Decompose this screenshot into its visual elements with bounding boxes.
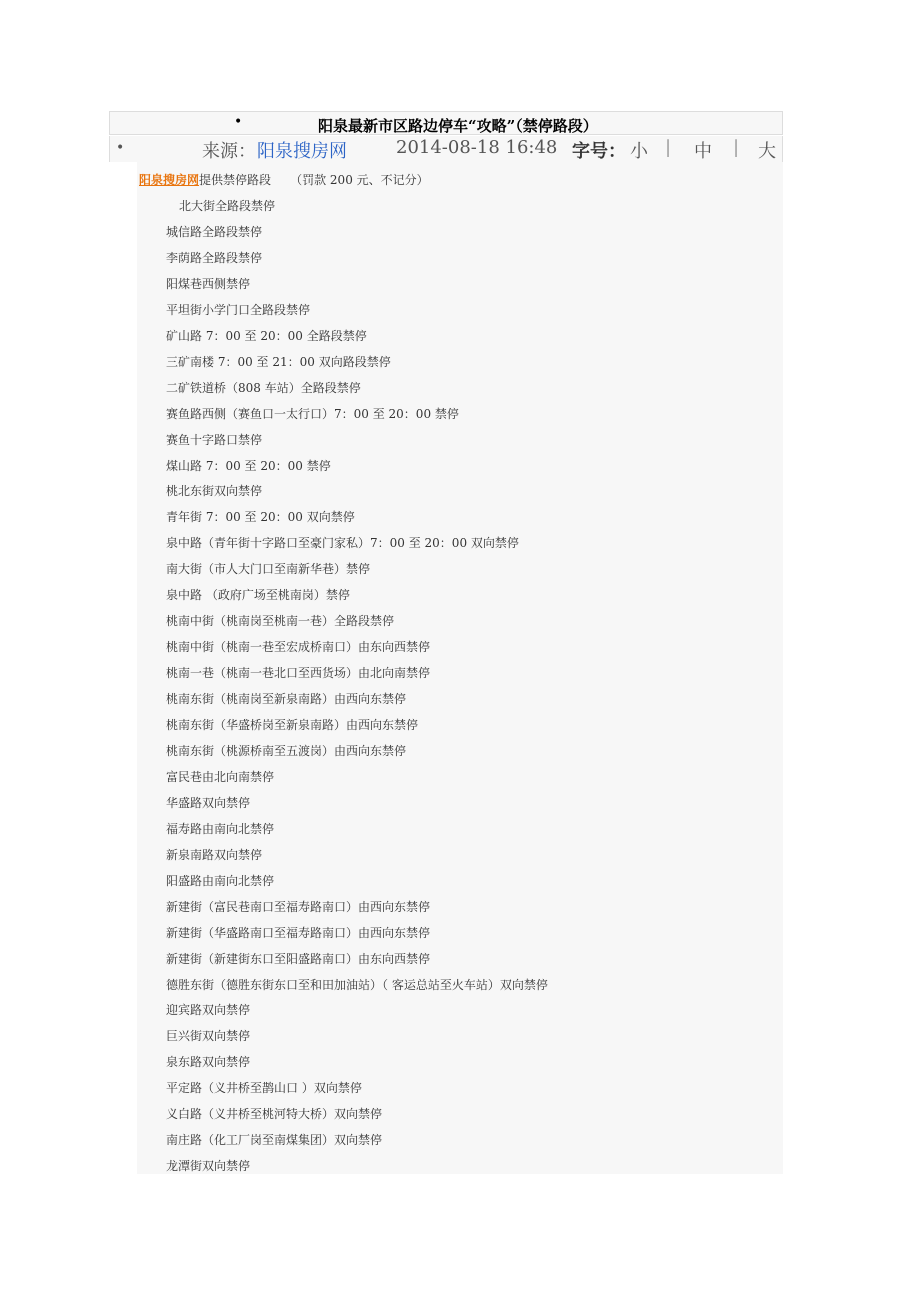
list-item: 迎宾路双向禁停 [166,1003,251,1018]
list-item: 桃北东街双向禁停 [166,484,263,499]
list-item: 泉东路双向禁停 [166,1055,251,1070]
intro-note: （罚款 200 元、不记分） [290,173,429,187]
list-item: 桃南中街（桃南岗至桃南一巷）全路段禁停 [166,614,395,629]
list-item: 泉中路 （政府广场至桃南岗）禁停 [166,588,350,603]
list-item: 新建街（新建街东口至阳盛路南口）由东向西禁停 [166,951,431,966]
list-item: 福寿路由南向北禁停 [166,821,275,836]
list-item: 北大街全路段禁停 [179,199,276,213]
publish-datetime: 2014-08-18 16:48 [396,137,558,158]
list-item: 巨兴街双向禁停 [166,1029,251,1044]
font-size-label: 字号： [572,141,626,162]
font-size-small-button[interactable]: 小 [630,141,648,162]
list-item: 桃南东街（桃南岗至新泉南路）由西向东禁停 [166,692,407,706]
bullet-icon: • [116,140,125,156]
list-item: 桃南东街（华盛桥岗至新泉南路）由西向东禁停 [166,718,419,732]
list-item: 义白路（义井桥至桃河特大桥）双向禁停 [166,1107,383,1122]
separator: | [665,137,672,158]
list-item: 龙潭街双向禁停 [166,1159,251,1174]
list-item: 泉中路（青年街十字路口至豪门家私）7：00 至 20：00 双向禁停 [166,536,519,551]
list-item: 桃南中街（桃南一巷至宏成桥南口）由东向西禁停 [166,640,431,655]
list-item: 李荫路全路段禁停 [166,250,263,265]
article-title-bar [109,111,783,135]
list-item: 阳煤巷西侧禁停 [166,276,251,291]
list-item: 平定路（义井桥至鹊山口 ）双向禁停 [166,1081,362,1096]
list-item: 新泉南路双向禁停 [166,847,263,862]
list-item: 桃南一巷（桃南一巷北口至西货场）由北向南禁停 [166,666,431,681]
list-item: 新建街（华盛路南口至福寿路南口）由西向东禁停 [166,925,431,940]
intro-line [139,171,429,188]
source-label: 来源： [202,141,256,162]
list-item: 桃南东街（桃源桥南至五渡岗）由西向东禁停 [166,743,407,758]
list-item: 德胜东街（德胜东街东口至和田加油站）（ 客运总站至火车站）双向禁停 [166,977,548,992]
site-link[interactable]: 阳泉搜房网 [139,173,200,187]
list-item: 矿山路 7：00 至 20：00 全路段禁停 [166,328,367,343]
article-title: 阳泉最新市区路边停车“攻略”（禁停路段） [318,117,598,135]
list-item: 新建街（富民巷南口至福寿路南口）由西向东禁停 [166,899,431,914]
list-item: 华盛路双向禁停 [166,795,251,810]
article-body [137,162,783,1174]
list-item: 三矿南楼 7：00 至 21：00 双向路段禁停 [166,354,391,369]
list-item: 南大街（市人大门口至南新华巷）禁停 [166,562,371,577]
list-item: 青年街 7：00 至 20：00 双向禁停 [166,510,355,525]
list-item: 二矿铁道桥（808 车站）全路段禁停 [166,380,361,395]
list-item: 城信路全路段禁停 [166,225,263,239]
font-size-medium-button[interactable]: 中 [694,141,712,162]
source-link[interactable]: 阳泉搜房网 [257,141,347,162]
list-item: 平坦街小学门口全路段禁停 [166,302,311,317]
intro-text: 提供禁停路段 [199,173,272,187]
list-item: 赛鱼十字路口禁停 [166,432,263,447]
list-item: 赛鱼路西侧（赛鱼口一太行口）7：00 至 20：00 禁停 [166,406,459,421]
list-item: 阳盛路由南向北禁停 [166,873,275,888]
list-item: 南庄路（化工厂岗至南煤集团）双向禁停 [166,1133,383,1148]
article-meta-bar [109,136,783,162]
separator: | [733,137,740,158]
list-item: 富民巷由北向南禁停 [166,769,275,784]
font-size-large-button[interactable]: 大 [758,141,776,162]
list-item: 煤山路 7：00 至 20：00 禁停 [166,458,331,473]
bullet-icon: • [234,114,243,130]
